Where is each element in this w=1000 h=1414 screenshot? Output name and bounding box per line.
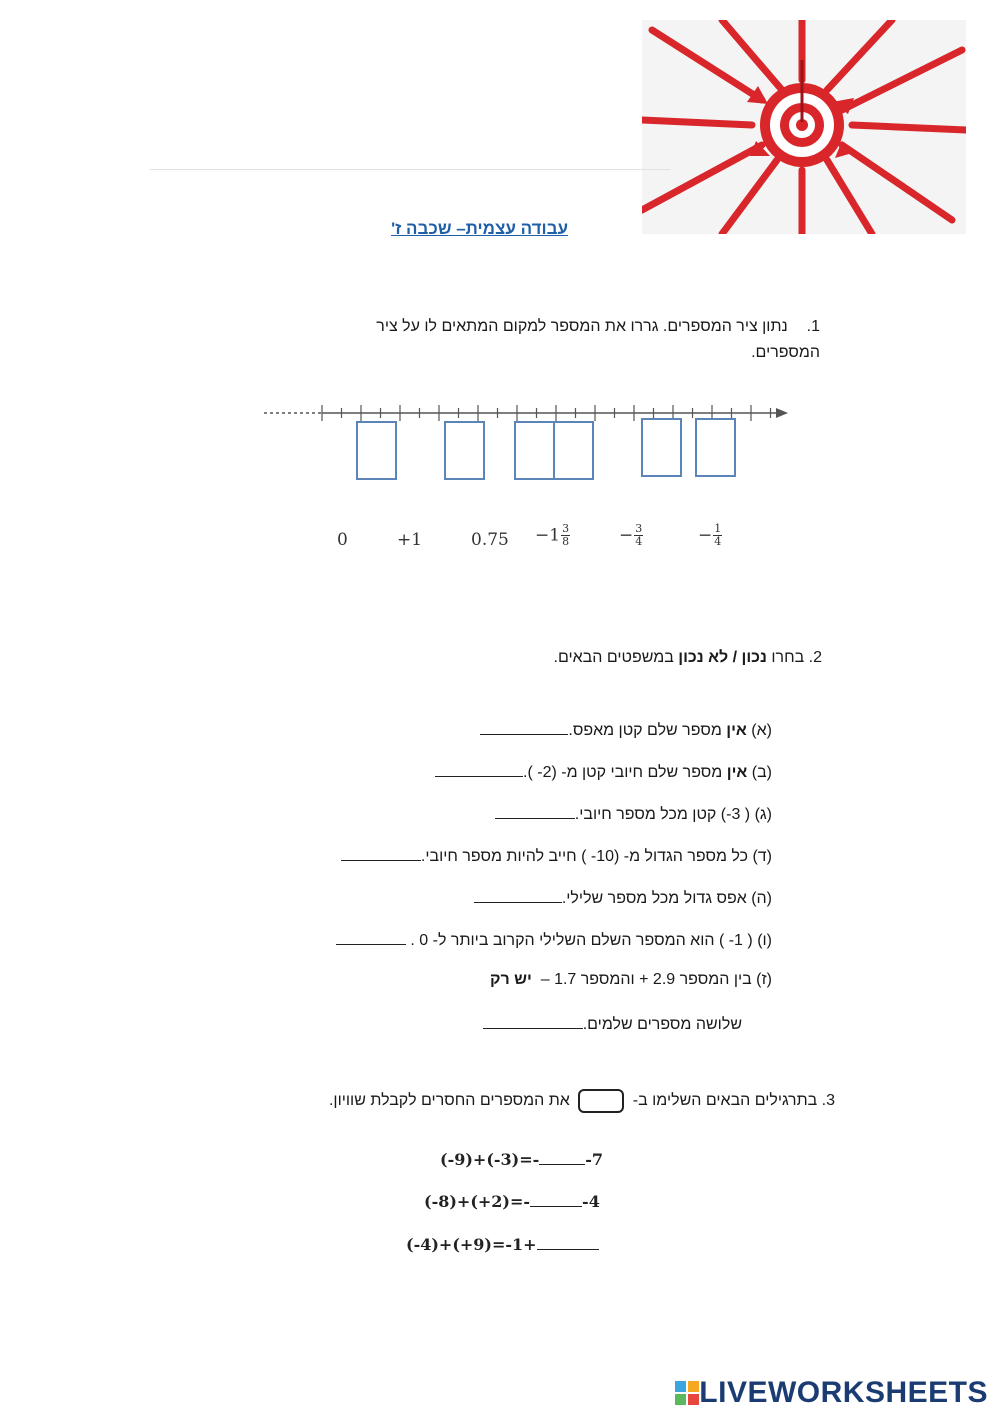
drop-box-1[interactable] bbox=[356, 421, 397, 480]
liveworksheets-logo-icon bbox=[675, 1381, 699, 1405]
drag-chip-plus1[interactable]: +1 bbox=[397, 530, 423, 550]
drag-chip-minus-3-4[interactable]: − $\frac{3}{4}$ bbox=[619, 522, 643, 548]
answer-blank-h[interactable] bbox=[474, 888, 562, 903]
drop-box-3[interactable] bbox=[514, 421, 555, 480]
statement-z-line2: שלושה מספרים שלמים. bbox=[483, 1014, 742, 1034]
question1-text: נתון ציר המספרים. גררו את המספר למקום המתאים לו על ציר המספרים. bbox=[376, 318, 820, 361]
statement-d: (ד) כל מספר הגדול מ- (10- ) חייב להיות מספר חיובי. bbox=[341, 846, 772, 866]
drop-box-6[interactable] bbox=[695, 418, 736, 477]
answer-blank-d[interactable] bbox=[341, 846, 421, 861]
drop-box-5[interactable] bbox=[641, 418, 682, 477]
answer-blank-v[interactable] bbox=[336, 930, 406, 945]
target-arrows-graphic bbox=[642, 20, 966, 234]
question3-text-pre: בתרגילים הבאים השלימו ב- bbox=[632, 1092, 818, 1109]
statement-b: (ב) אין מספר שלם חיובי קטן מ- (2- ). bbox=[435, 762, 772, 782]
header-divider bbox=[150, 169, 670, 170]
equation-1: (-9)+(-3)=- -7 bbox=[440, 1150, 604, 1169]
target-arrows-image bbox=[642, 20, 966, 234]
answer-blank-z[interactable] bbox=[483, 1014, 583, 1029]
drag-chip-0[interactable]: 0 bbox=[337, 530, 348, 550]
statement-a: (א) אין מספר שלם קטן מאפס. bbox=[480, 720, 772, 740]
statement-g: (ג) ( 3-) קטן מכל מספר חיובי. bbox=[495, 804, 772, 824]
question2-intro bbox=[554, 645, 823, 671]
drop-box-4[interactable] bbox=[553, 421, 594, 480]
equation-1-blank[interactable] bbox=[539, 1150, 585, 1165]
answer-blank-b[interactable] bbox=[435, 762, 523, 777]
example-box-icon bbox=[578, 1089, 624, 1113]
page-title: עבודה עצמית– שכבה ז' bbox=[391, 219, 568, 238]
drop-box-2[interactable] bbox=[444, 421, 485, 480]
question2-number: 2. bbox=[808, 649, 822, 666]
drag-chip-minus-1-4[interactable]: − $\frac{1}{4}$ bbox=[698, 522, 722, 548]
question2-intro-pre: בחרו bbox=[771, 649, 805, 666]
liveworksheets-logo-text: LIVEWORKSHEETS bbox=[699, 1376, 988, 1409]
equation-3-blank[interactable] bbox=[537, 1235, 599, 1250]
question3-number: 3. bbox=[821, 1092, 835, 1109]
question2-intro-bold: נכון / לא נכון bbox=[678, 649, 767, 666]
answer-blank-g[interactable] bbox=[495, 804, 575, 819]
answer-blank-a[interactable] bbox=[480, 720, 568, 735]
question1-number: 1. bbox=[806, 318, 820, 335]
drag-chip-minus-1-3-8[interactable]: −1 $\frac{3}{8}$ bbox=[535, 522, 570, 548]
equation-2-blank[interactable] bbox=[530, 1192, 582, 1207]
statement-h: (ה) אפס גדול מכל מספר שלילי. bbox=[474, 888, 772, 908]
liveworksheets-logo bbox=[675, 1376, 988, 1410]
statement-v: (ו) ( 1- ) הוא המספר השלם השלילי הקרוב ביותר ל- 0 . bbox=[336, 930, 772, 950]
question3-intro bbox=[329, 1088, 835, 1114]
statement-z: (ז) בין המספר 2.9 + והמספר 1.7 – יש רק bbox=[489, 971, 772, 988]
equation-3: (-4)+(+9)=-1+ bbox=[406, 1235, 599, 1254]
question3-text-post: את המספרים החסרים לקבלת שוויון. bbox=[328, 1092, 570, 1109]
question2-intro-post: במשפטים הבאים. bbox=[553, 649, 674, 666]
equation-2: (-8)+(+2)=- -4 bbox=[424, 1192, 600, 1211]
question1-text-block bbox=[350, 314, 820, 366]
drag-chip-0-75[interactable]: 0.75 bbox=[471, 530, 509, 550]
